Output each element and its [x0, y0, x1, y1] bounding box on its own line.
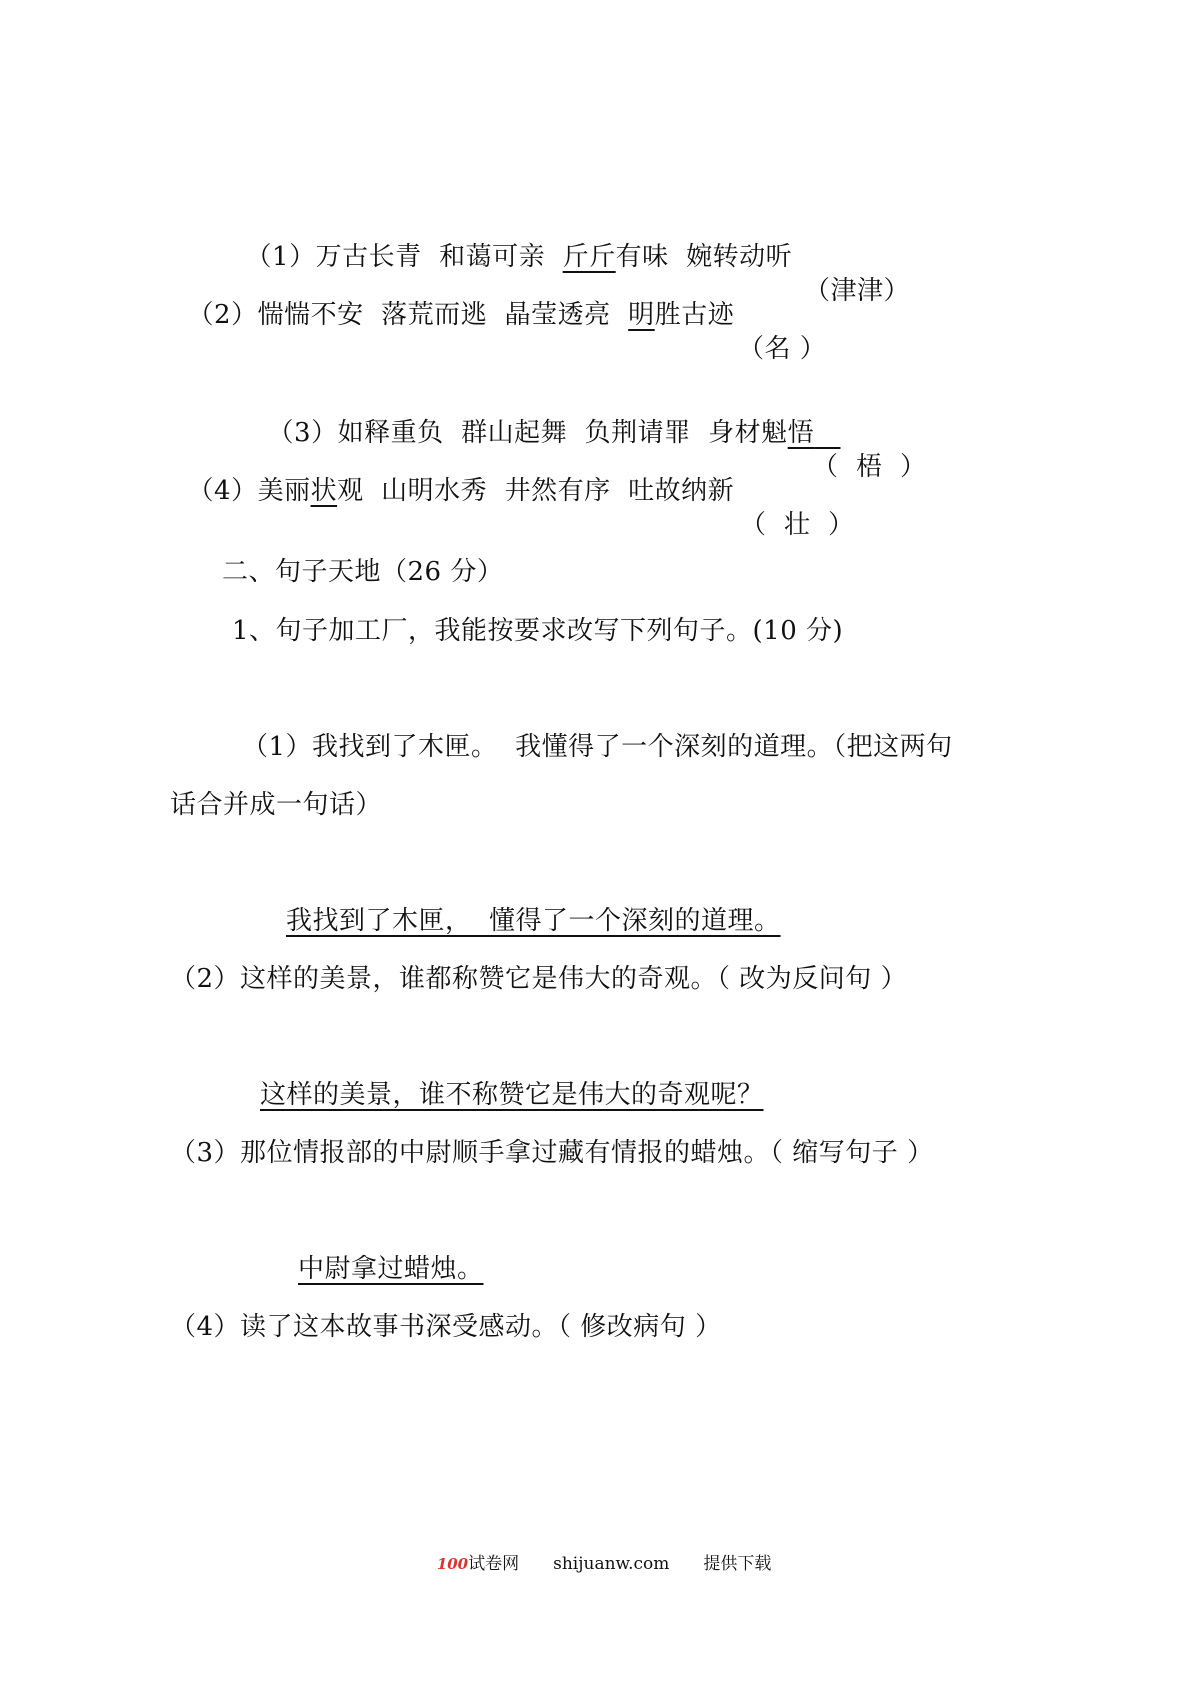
site-logo: 100	[436, 1555, 469, 1573]
item-4-question: （4）读了这本故事书深受感动。（ 修改病句 ）	[170, 1312, 722, 1342]
q1-line-2-answer: （名 ）	[738, 334, 827, 364]
item-3-answer: 中尉拿过蜡烛。	[298, 1254, 484, 1284]
q1-line-2	[170, 264, 827, 366]
item-1-question-line-1: （1）我找到了木匣。 我懂得了一个深刻的道理。（把这两句	[242, 732, 953, 762]
section-2-title: 二、句子天地（26 分）	[222, 557, 504, 587]
q1-line-1-underlined: 斤斤	[562, 242, 616, 272]
q1-line-4-rest: 观 山明水秀 井然有序 吐故纳新	[337, 476, 735, 506]
q1-line-3-answer: （ 梧 ）	[812, 452, 927, 482]
item-1-question-line-2: 话合并成一句话）	[170, 790, 383, 820]
footer-note: 提供下载	[703, 1554, 772, 1574]
q1-line-4-answer: （ 壮 ）	[740, 510, 855, 540]
item-2-answer: 这样的美景，谁不称赞它是伟大的奇观呢？	[260, 1080, 764, 1110]
q1-line-4-words: （4）美丽	[187, 476, 311, 506]
q1-line-1-answer: （津津）	[804, 276, 911, 306]
q1-line-1-rest: 有味 婉转动听	[615, 242, 793, 272]
q1-line-2-rest: 胜古迹	[654, 300, 735, 330]
q1-line-3-underlined: 悟	[787, 418, 815, 448]
q1-line-2-underlined: 明	[628, 300, 655, 330]
site-name: 试卷网	[468, 1554, 520, 1574]
footer	[426, 1528, 771, 1576]
q1-line-3-words: （3）如释重负 群山起舞 负荆请罪 身材魁	[267, 418, 788, 448]
item-2-question: （2）这样的美景，谁都称赞它是伟大的奇观。（ 改为反问句 ）	[170, 964, 908, 994]
q1-line-1-words: （1）万古长青 和蔼可亲	[245, 242, 563, 272]
section-2-subtitle: 1、句子加工厂，我能按要求改写下列句子。(10 分)	[232, 616, 844, 646]
q1-line-4	[170, 440, 855, 542]
q1-line-4-underlined: 状	[310, 476, 338, 506]
q1-line-2-words: （2）惴惴不安 落荒而逃 晶莹透亮	[187, 300, 629, 330]
site-domain[interactable]: shijuanw.com	[553, 1554, 670, 1574]
item-1-answer: 我找到了木匣， 懂得了一个深刻的道理。	[286, 906, 781, 936]
item-3-question: （3）那位情报部的中尉顺手拿过藏有情报的蜡烛。（ 缩写句子 ）	[170, 1138, 934, 1168]
